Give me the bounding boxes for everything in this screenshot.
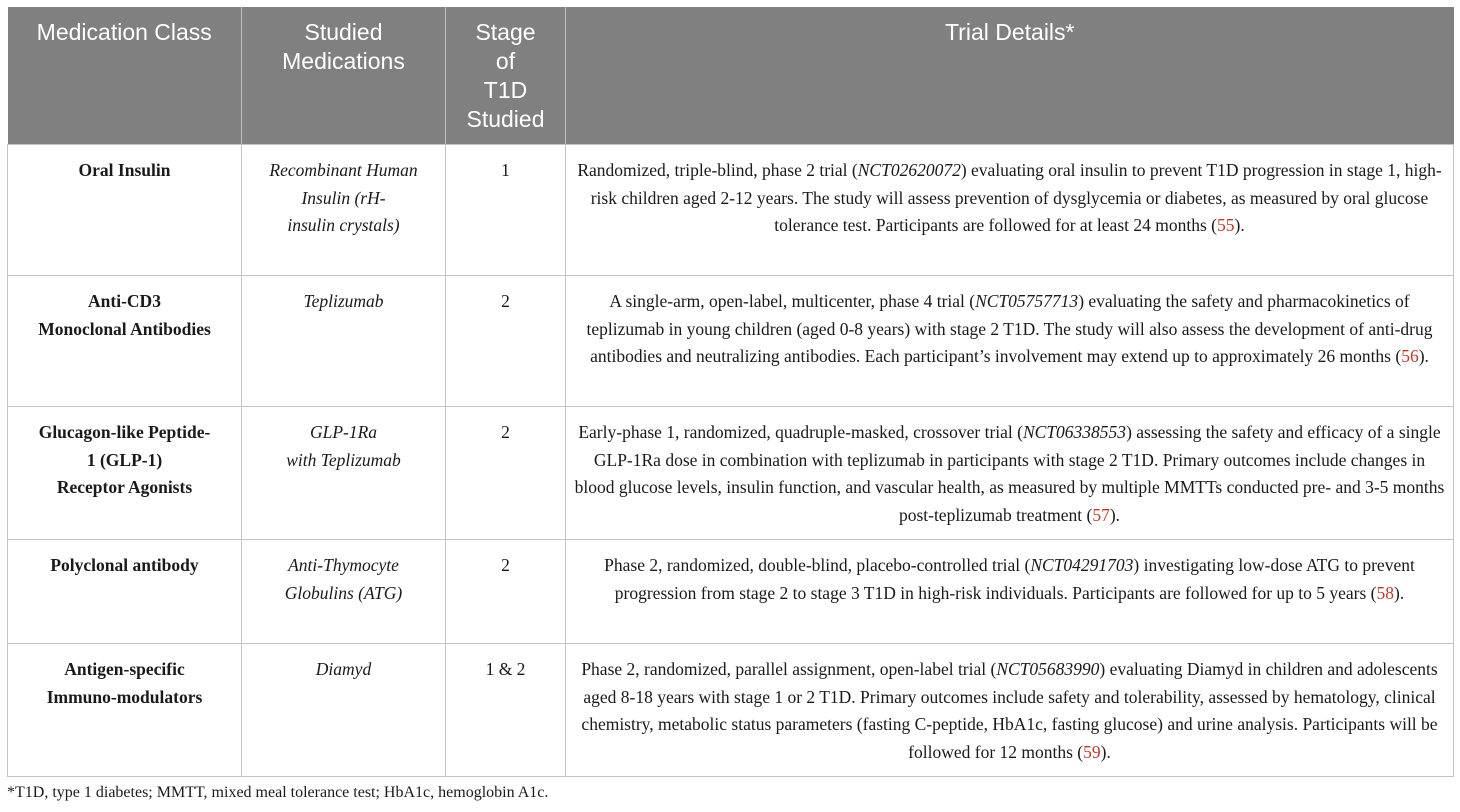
med-line: Globulins (ATG) — [284, 582, 403, 603]
details-text: ) assessing the safety and efficacy of a single GLP-1Ra dose in combination with teplizumab in participants with stage 2 T1D. Primary outcomes include changes in blood glucose levels, insulin function, and vascular health, as measured by multiple MMTTs conducted pre- and 3-5 months post-teplizumab treatment ( — [574, 422, 1445, 525]
studied-medications-cell — [242, 145, 446, 276]
header-line: Medication Class — [36, 19, 212, 45]
header-line: Studied — [304, 19, 383, 45]
studied-medications-cell — [242, 276, 446, 407]
table-row — [8, 145, 1454, 276]
header-line: Stage — [475, 19, 536, 45]
header-medication-class — [8, 7, 242, 145]
details-text: ) evaluating oral insulin to prevent T1D progression in stage 1, high-risk children aged 2-12 years. The study will assess prevention of dysglycemia or diabetes, as measured by oral glucose tolerance test. Participants are followed for at least 24 months ( — [590, 160, 1442, 235]
med-line: Recombinant Human — [269, 160, 418, 180]
clinical-trials-table — [7, 7, 1454, 777]
reference-link[interactable]: 57 — [1092, 504, 1110, 525]
details-text: ) investigating low-dose ATG to prevent progression from stage 2 to stage 3 T1D in high-risk individuals. Participants are followed for up to 5 years ( — [614, 555, 1415, 603]
medication-class-cell — [8, 145, 242, 276]
details-text: ). — [1100, 741, 1111, 762]
nct-id: NCT02620072 — [857, 160, 961, 180]
reference-link[interactable]: 59 — [1083, 741, 1101, 762]
details-text: ). — [1234, 215, 1245, 235]
class-line: 1 (GLP-1) — [86, 449, 163, 470]
nct-id: NCT06338553 — [1022, 422, 1127, 442]
header-line: of — [495, 48, 516, 74]
trial-details-cell — [566, 644, 1454, 777]
class-line: Oral Insulin — [78, 160, 171, 180]
medication-class-cell — [8, 407, 242, 540]
header-studied-medications — [242, 7, 446, 145]
medication-class-cell — [8, 540, 242, 644]
medication-class-cell — [8, 644, 242, 777]
details-text: Randomized, triple-blind, phase 2 trial ( — [577, 160, 858, 180]
med-line: Teplizumab — [303, 291, 384, 311]
header-trial-details — [566, 7, 1454, 145]
reference-link[interactable]: 55 — [1217, 215, 1235, 235]
stage-cell: 2 — [446, 407, 566, 540]
trial-details-cell — [566, 276, 1454, 407]
table-row — [8, 276, 1454, 407]
stage-cell: 1 — [446, 145, 566, 276]
class-line: Monoclonal Antibodies — [38, 318, 211, 339]
header-line: Studied — [466, 106, 545, 132]
details-text: A single-arm, open-label, multicenter, phase 4 trial ( — [609, 291, 976, 311]
details-text: Early-phase 1, randomized, quadruple-masked, crossover trial ( — [578, 422, 1023, 442]
table-row — [8, 540, 1454, 644]
class-line: Anti-CD3 — [88, 291, 161, 311]
studied-medications-cell — [242, 644, 446, 777]
details-text: ). — [1418, 346, 1429, 366]
reference-link[interactable]: 56 — [1401, 346, 1419, 366]
reference-link[interactable]: 58 — [1376, 582, 1395, 603]
medication-class-cell — [8, 276, 242, 407]
med-line: Insulin (rH- — [301, 187, 386, 208]
stage-cell: 2 — [446, 540, 566, 644]
trial-details-cell — [566, 407, 1454, 540]
med-line: GLP-1Ra — [309, 422, 378, 442]
header-stage — [446, 7, 566, 145]
nct-id: NCT05683990 — [996, 659, 1100, 679]
details-text: ) evaluating Diamyd in children and adolescents aged 8-18 years with stage 1 or 2 T1D. Primary outcomes include safety and tolerability, assessed by hematology, clinical chemistry, metabolic status parameters (fasting C-peptide, HbA1c, fasting glucose) and urine analysis. Participants will be followed for 12 months ( — [581, 659, 1438, 762]
class-line: Immuno-modulators — [46, 686, 203, 707]
header-row — [8, 7, 1454, 145]
class-line: Antigen-specific — [64, 659, 185, 679]
header-line: Trial Details* — [944, 19, 1075, 45]
nct-id: NCT04291703 — [1030, 555, 1134, 575]
details-text: Phase 2, randomized, double-blind, placebo-controlled trial ( — [604, 555, 1031, 575]
details-text: ). — [1394, 582, 1405, 603]
class-line: Polyclonal antibody — [50, 555, 199, 575]
details-text: Phase 2, randomized, parallel assignment, open-label trial ( — [581, 659, 997, 679]
table-row — [8, 644, 1454, 777]
med-line: Diamyd — [315, 659, 372, 679]
trial-details-cell — [566, 540, 1454, 644]
studied-medications-cell — [242, 407, 446, 540]
med-line: Anti-Thymocyte — [288, 555, 399, 575]
details-text: ). — [1109, 504, 1121, 525]
nct-id: NCT05757713 — [975, 291, 1079, 311]
stage-cell: 1 & 2 — [446, 644, 566, 777]
studied-medications-cell — [242, 540, 446, 644]
header-line: T1D — [483, 77, 528, 103]
details-text: ) evaluating the safety and pharmacokinetics of teplizumab in young children (aged 0-8 years) with stage 2 T1D. The study will also assess the development of anti-drug antibodies and neutralizing antibodies. Each participant’s involvement may extend up to approximately 26 months ( — [586, 291, 1433, 366]
table-row — [8, 407, 1454, 540]
med-line: with Teplizumab — [286, 449, 401, 470]
stage-cell: 2 — [446, 276, 566, 407]
class-line: Glucagon-like Peptide- — [38, 422, 211, 442]
trial-details-cell — [566, 145, 1454, 276]
table-footnote: *T1D, type 1 diabetes; MMTT, mixed meal tolerance test; HbA1c, hemoglobin A1c. — [7, 784, 549, 801]
header-line: Medications — [282, 48, 405, 74]
med-line: insulin crystals) — [287, 215, 400, 235]
class-line: Receptor Agonists — [56, 477, 193, 497]
